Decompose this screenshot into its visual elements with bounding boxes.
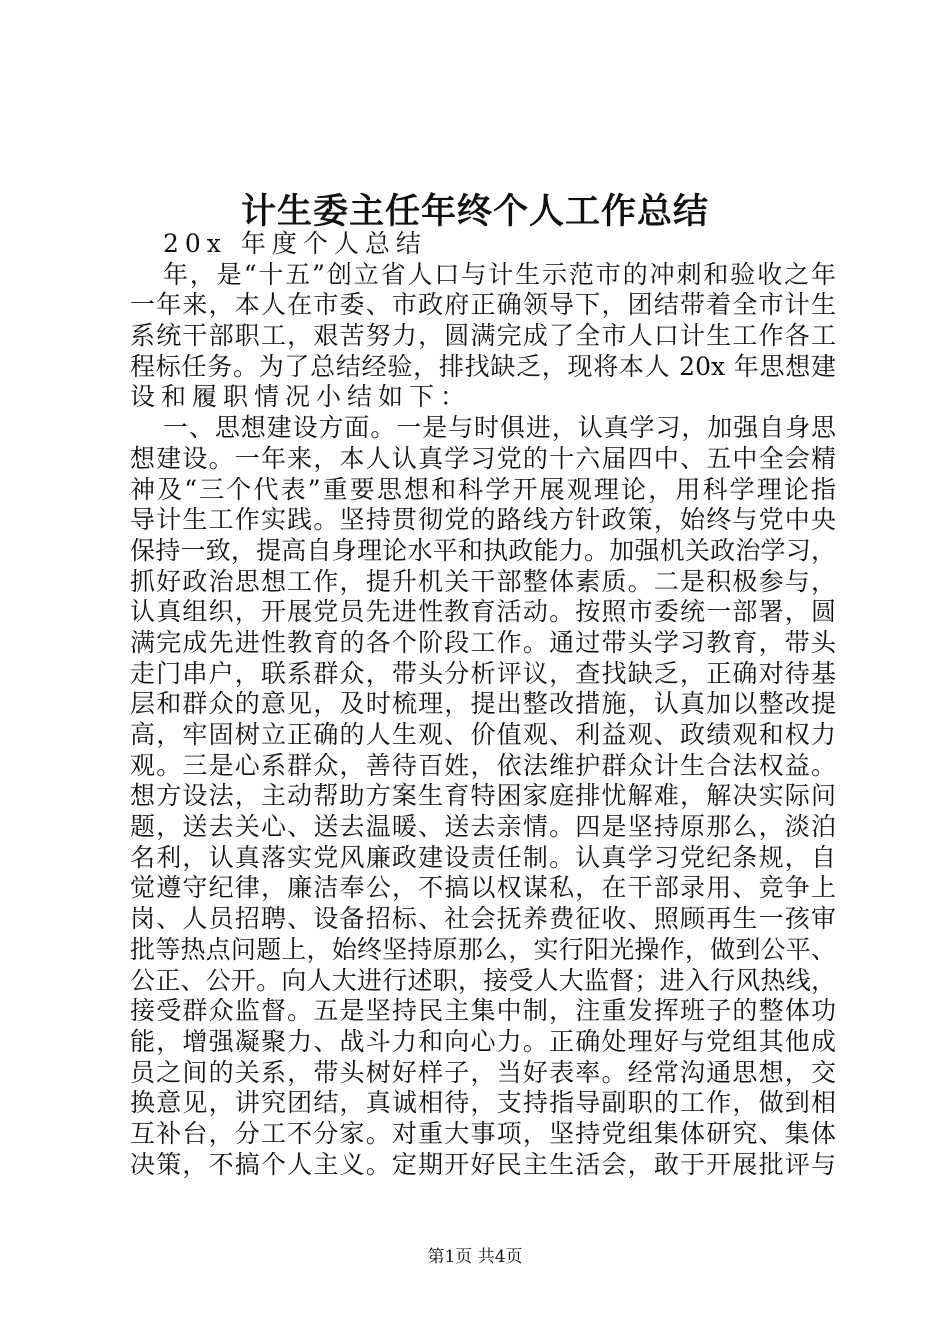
document-title: 计生委主任年终个人工作总结 [240,192,709,232]
text-line: 批等热点问题上，始终坚持原那么，实行阳光操作，做到公平、 [130,934,836,964]
text-line: 公正、公开。向人大进行述职，接受人大监督；进入行风热线， [130,965,836,995]
text-line: 想建设。一年来，本人认真学习党的十六届四中、五中全会精 [130,443,836,473]
text-line: 设和履职情况小结如下： [130,382,472,412]
text-line: 决策，不搞个人主义。定期开好民主生活会，敢于开展批评与 [130,1149,836,1179]
text-line: 满完成先进性教育的各个阶段工作。通过带头学习教育，带头 [130,627,836,657]
text-line: 觉遵守纪律，廉洁奉公，不搞以权谋私，在干部录用、竞争上 [130,873,836,903]
text-line: 接受群众监督。五是坚持民主集中制，注重发挥班子的整体功 [130,996,836,1026]
text-line: 20x 年度个人总结 [163,229,427,258]
text-line: 层和群众的意见，及时梳理，提出整改措施，认真加以整改提 [130,689,836,719]
text-line: 观。三是心系群众，善待百姓，依法维护群众计生合法权益。 [130,750,836,780]
text-line: 岗、人员招聘、设备招标、社会抚养费征收、照顾再生一孩审 [130,904,836,934]
text-line: 程标任务。为了总结经验，排找缺乏，现将本人 20x 年思想建 [130,351,836,381]
text-line: 认真组织，开展党员先进性教育活动。按照市委统一部署，圆 [130,597,836,627]
text-line: 换意见，讲究团结，真诚相待，支持指导副职的工作，做到相 [130,1088,836,1118]
text-line: 互补台，分工不分家。对重大事项，坚持党组集体研究、集体 [130,1118,836,1148]
text-line: 想方设法，主动帮助方案生育特困家庭排忧解难，解决实际问 [130,781,836,811]
text-line: 保持一致，提高自身理论水平和执政能力。加强机关政治学习， [130,535,836,565]
text-line: 系统干部职工，艰苦努力，圆满完成了全市人口计生工作各工 [130,321,836,351]
text-line: 年，是“十五”创立省人口与计生示范市的冲刺和验收之年 [163,259,836,289]
paragraph [130,229,836,260]
page-footer: 第1页 共4页 [427,1247,523,1267]
paragraph [130,260,836,413]
text-line: 导计生工作实践。坚持贯彻党的路线方针政策，始终与党中央 [130,505,836,535]
text-line: 员之间的关系，带头树好样子，当好表率。经常沟通思想，交 [130,1057,836,1087]
text-line: 走门串户，联系群众，带头分析评议，查找缺乏，正确对待基 [130,658,836,688]
text-line: 抓好政治思想工作，提升机关干部整体素质。二是积极参与， [130,566,836,596]
text-line: 神及“三个代表”重要思想和科学开展观理论，用科学理论指 [130,474,836,504]
text-line: 一年来，本人在市委、市政府正确领导下，团结带着全市计生 [130,290,836,320]
text-line: 题，送去关心、送去温暖、送去亲情。四是坚持原那么，淡泊 [130,812,836,842]
paragraph [130,413,836,1180]
text-line: 一、思想建设方面。一是与时俱进，认真学习，加强自身思 [163,413,836,443]
text-line: 名利，认真落实党风廉政建设责任制。认真学习党纪条规，自 [130,842,836,872]
document-body [130,229,836,1180]
text-line: 能，增强凝聚力、战斗力和向心力。正确处理好与党组其他成 [130,1026,836,1056]
text-line: 高，牢固树立正确的人生观、价值观、利益观、政绩观和权力 [130,720,836,749]
